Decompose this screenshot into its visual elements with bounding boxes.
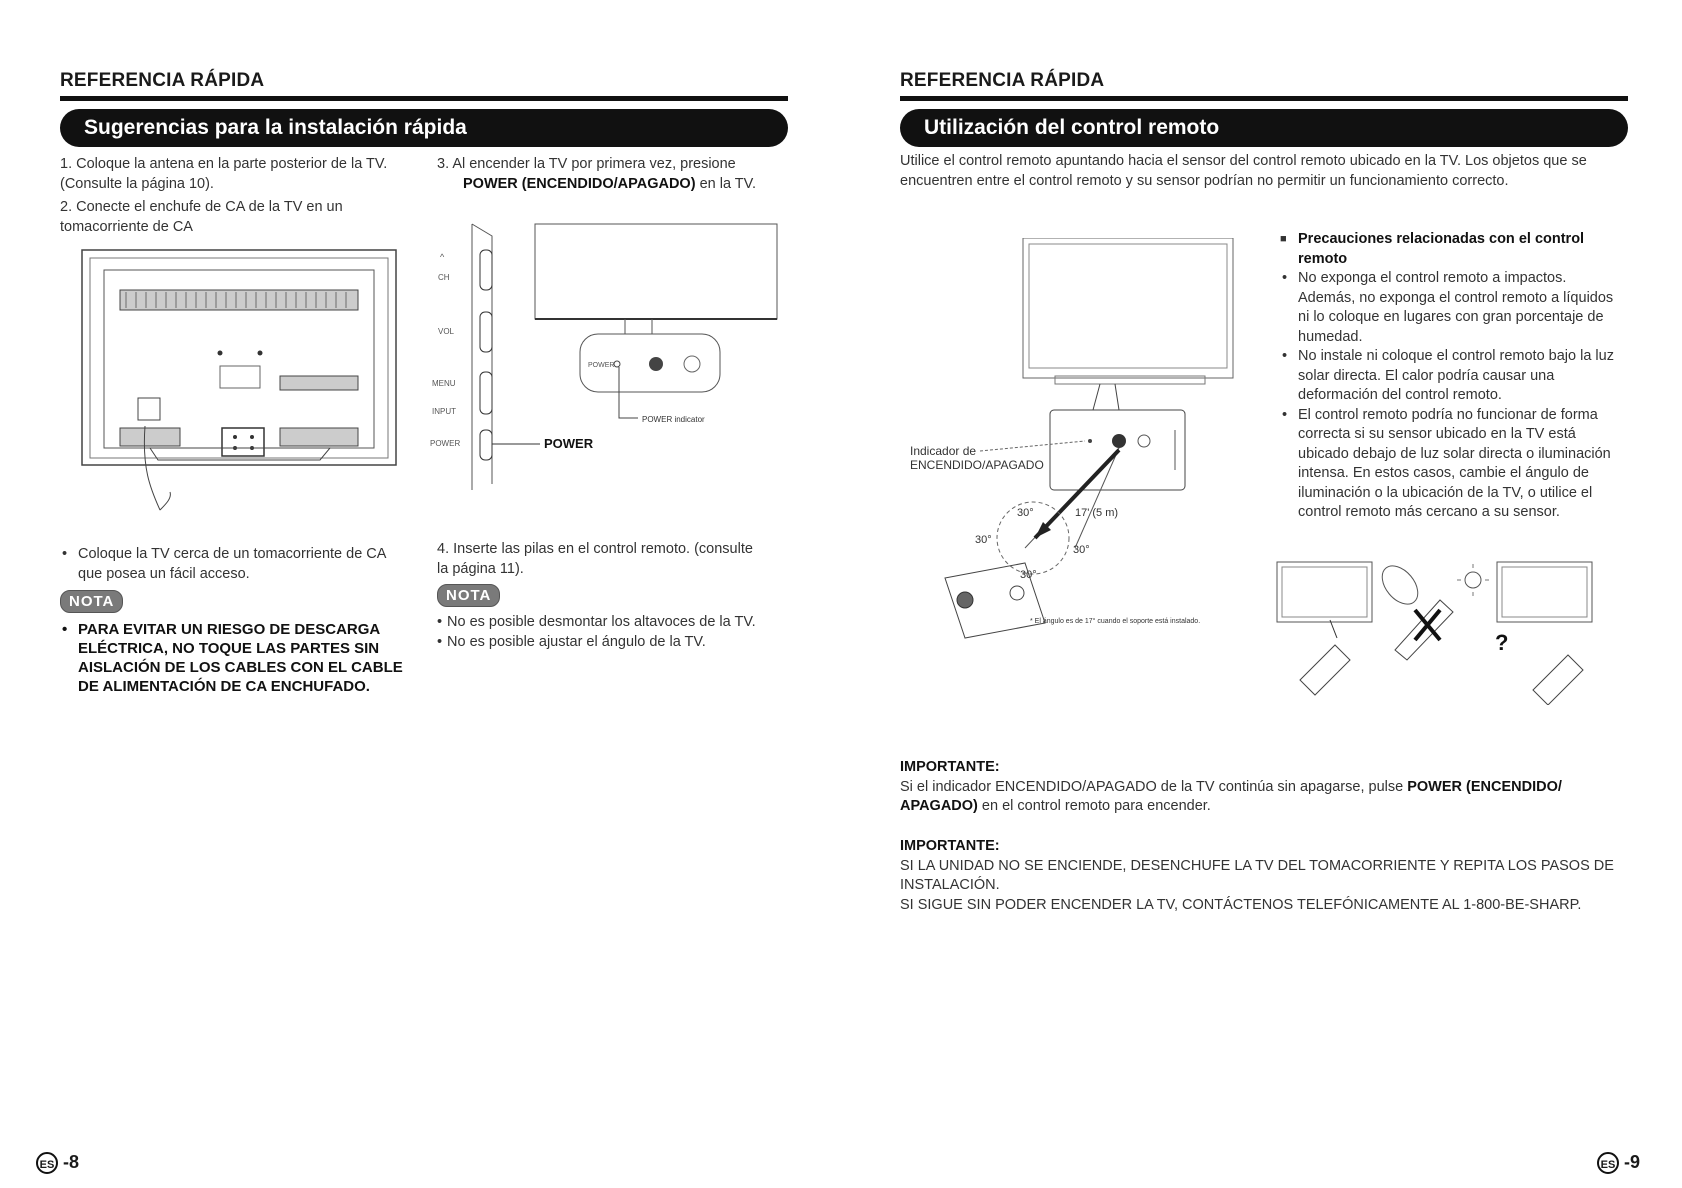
step-1: 1. Coloque la antena en la parte posterior de la TV. (Consulte la página 10). xyxy=(60,156,388,192)
step-3-post: en la TV. xyxy=(699,175,757,192)
distance-label: 17' (5 m) xyxy=(1075,507,1119,519)
nota-item-2: No es posible ajustar el ángulo de la TV. xyxy=(447,633,706,650)
important-1-post: en el control remoto para encender. xyxy=(981,798,1211,814)
angle-label-top: 30° xyxy=(1017,507,1034,519)
important-1-bold: POWER (ENCENDIDO/ APAGADO) xyxy=(900,778,1562,814)
step-4: 4. Inserte las pilas en el control remoto. (consulte la página 11). xyxy=(437,541,753,577)
svg-text:?: ? xyxy=(1495,630,1509,655)
power-small-label: POWER xyxy=(588,362,615,369)
step-2: 2. Conecte el enchufe de CA de la TV en un tomacorriente de CA xyxy=(60,199,343,235)
right-title-rule xyxy=(900,96,1628,101)
right-page-num-value: 9 xyxy=(1630,1152,1641,1172)
important-2-line-1: SI LA UNIDAD NO SE ENCIENDE, DESENCHUFE LA TV DEL TOMACORRIENTE Y REPITA LOS PASOS DE INSTALACIÓN. xyxy=(900,857,1614,893)
power-indicator-label: POWER indicator xyxy=(642,415,705,424)
nota-label-left: NOTA xyxy=(60,590,123,613)
important-2-line-2: SI SIGUE SIN PODER ENCENDER LA TV, CONTÁCTENOS TELEFÓNICAMENTE AL 1-800-BE-SHARP. xyxy=(900,896,1582,913)
indicator-label-1: Indicador de xyxy=(910,444,977,458)
side-label-menu: MENU xyxy=(432,379,456,388)
nota-badge-left xyxy=(60,590,123,613)
step-3 xyxy=(437,155,797,194)
left-title-rule xyxy=(60,96,788,101)
remote-intro: Utilice el control remoto apuntando hacia el sensor del control remoto ubicado en la TV. Los objetos que se encuentren entre el control remoto y su sensor podrían no permitir un funcionamiento correcto. xyxy=(900,153,1587,189)
side-label-power: POWER xyxy=(430,439,461,448)
nota-badge-right xyxy=(437,584,500,607)
right-page-number: ES -9 xyxy=(1597,1152,1640,1174)
tv-back-illustration xyxy=(80,248,400,518)
precaution-3: El control remoto podría no funcionar de forma correcta si su sensor ubicado en la TV está ubicado debajo de luz solar directa o iluminación intensa. En estos casos, cambie el ángulo de iluminación o la ubicación de la TV, o utilice el control remoto más cercano a su sensor. xyxy=(1298,406,1611,520)
left-banner: Sugerencias para la instalación rápida xyxy=(60,109,788,147)
warning-block: • PARA EVITAR UN RIESGO DE DESCARGA ELÉCTRICA, NO TOQUE LAS PARTES SIN AISLACIÓN DE LOS CABLES CON EL CABLE DE ALIMENTACIÓN DE CA ENCHUFADO. xyxy=(62,621,403,695)
nota-list: • No es posible desmontar los altavoces de la TV. • No es posible ajustar el ángulo de la TV. xyxy=(437,614,756,650)
angle-label-left: 30° xyxy=(975,534,992,546)
side-label-ch-text: CH xyxy=(438,273,450,282)
precaution-2: No instale ni coloque el control remoto bajo la luz solar directa. El calor podría causar una deformación del control remoto. xyxy=(1298,348,1614,403)
nota-label-right: NOTA xyxy=(437,584,500,607)
precautions-title: Precauciones relacionadas con el control remoto xyxy=(1298,231,1585,267)
step-3-pre: 3. Al encender la TV por primera vez, presione xyxy=(437,156,736,172)
important-2 xyxy=(900,837,1630,915)
right-section-title: REFERENCIA RÁPIDA xyxy=(900,70,1105,91)
power-callout: POWER xyxy=(544,436,594,451)
side-label-vol: VOL xyxy=(438,327,455,336)
side-label-ch: ^ xyxy=(440,252,445,262)
angle-label-right: 30° xyxy=(1073,544,1090,556)
left-page-num-value: 8 xyxy=(69,1152,80,1172)
tv-side-panel-illustration xyxy=(430,222,790,492)
diagram-footnote: * El ángulo es de 17° cuando el soporte está instalado. xyxy=(1030,618,1201,625)
precautions-illustration xyxy=(1275,560,1635,705)
precautions-block: ■ Precauciones relacionadas con el control remoto • No exponga el control remoto a impactos. Además, no exponga el control remoto a líquidos ni lo coloque en lugares con gran porcentaje de humedad. • No instale ni coloque el control remoto bajo la luz solar directa. El calor podría causar una deformación del control remoto. • El control remoto podría no funcionar de forma correcta si su sensor ubicado en la TV está ubicado debajo de luz solar directa o iluminación intensa. En estos casos, cambie el ángulo de iluminación o la ubicación de la TV, o utilice el control remoto más cercano a su sensor. xyxy=(1280,231,1614,520)
right-banner: Utilización del control remoto xyxy=(900,109,1628,147)
side-label-input: INPUT xyxy=(432,407,456,416)
warning-text: PARA EVITAR UN RIESGO DE DESCARGA ELÉCTRICA, NO TOQUE LAS PARTES SIN AISLACIÓN DE LOS CABLES CON EL CABLE DE ALIMENTACIÓN DE CA ENCHUFADO. xyxy=(78,621,403,695)
step-3-bold: POWER (ENCENDIDO/APAGADO) xyxy=(463,175,696,192)
nota-item-1: No es posible desmontar los altavoces de la TV. xyxy=(447,614,756,630)
precaution-1: No exponga el control remoto a impactos. Además, no exponga el control remoto a líquidos ni lo coloque en lugares con gran porcentaje de humedad. xyxy=(1298,270,1614,345)
es-code-left: ES xyxy=(36,1152,58,1174)
remote-range-diagram xyxy=(905,238,1265,648)
important-1-title: IMPORTANTE: xyxy=(900,759,1000,775)
outlet-bullet: • Coloque la TV cerca de un tomacorriente de CA que posea un fácil acceso. xyxy=(62,546,386,582)
important-1-pre: Si el indicador ENCENDIDO/APAGADO de la TV continúa sin apagarse, pulse xyxy=(900,778,1404,795)
left-page-number: ES -8 xyxy=(36,1152,79,1174)
left-section-title: REFERENCIA RÁPIDA xyxy=(60,70,265,91)
angle-label-bottom: 30° xyxy=(1020,569,1037,581)
important-2-title: IMPORTANTE: xyxy=(900,838,1000,854)
indicator-label-2: ENCENDIDO/APAGADO xyxy=(910,458,1044,472)
es-code-right: ES xyxy=(1597,1152,1619,1174)
outlet-bullet-text: Coloque la TV cerca de un tomacorriente de CA que posea un fácil acceso. xyxy=(78,546,386,582)
important-1 xyxy=(900,758,1630,817)
